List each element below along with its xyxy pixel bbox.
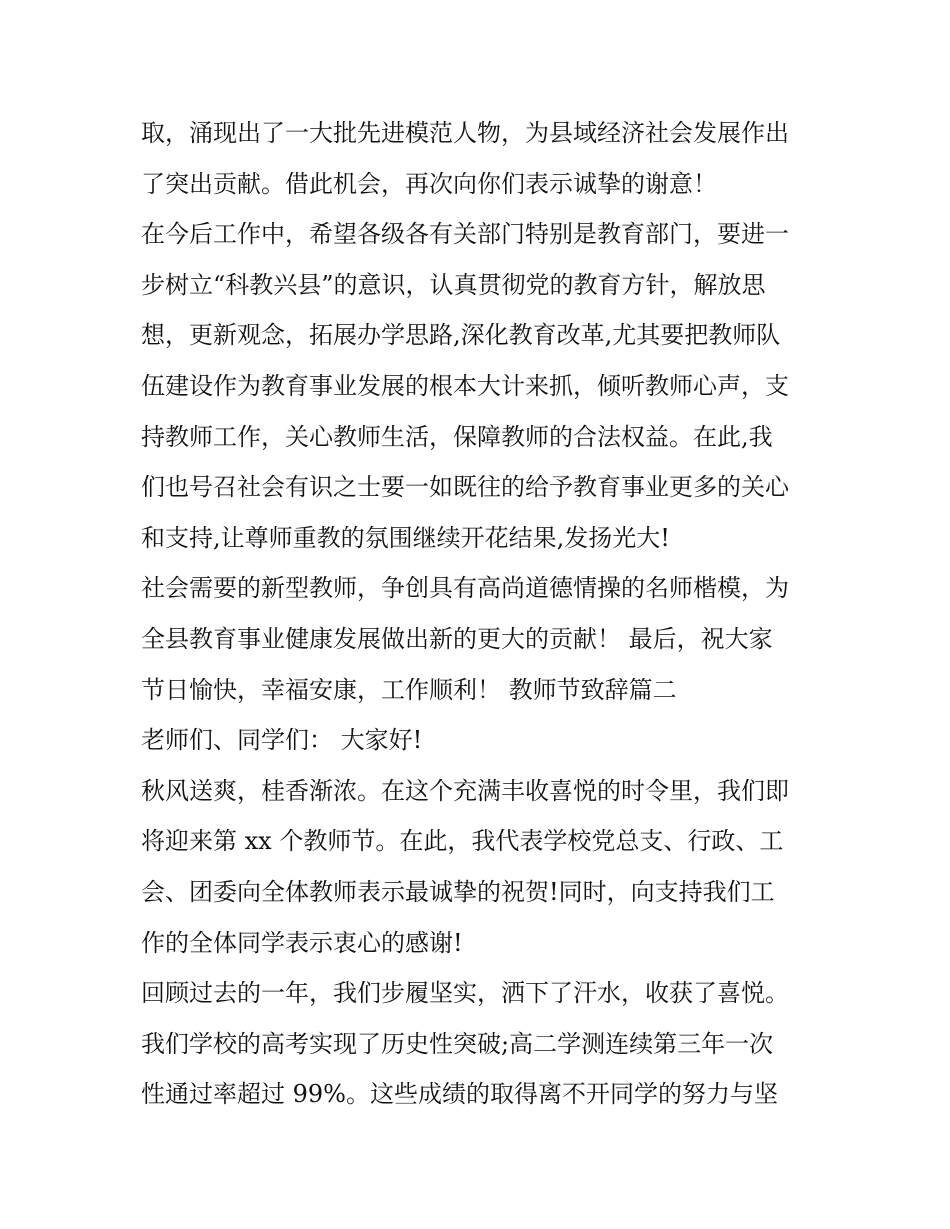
text-line: 性通过率超过 99%。这些成绩的取得离不开同学的努力与坚: [141, 1080, 778, 1109]
text-line: 回顾过去的一年，我们步履坚实，洒下了汗水，收获了喜悦。: [141, 979, 789, 1008]
text-line: 了突出贡献。借此机会，再次向你们表示诚挚的谢意！: [141, 169, 717, 198]
text-line: 在今后工作中，希望各级各有关部门特别是教育部门，要进一: [141, 220, 789, 249]
document-body: [141, 108, 821, 1120]
text-line: 想，更新观念，拓展办学思路,深化教育改革,尤其要把教师队: [141, 321, 781, 350]
text-line: 和支持,让尊师重教的氛围继续开花结果,发扬光大!: [141, 523, 670, 552]
text-line: 节日愉快，幸福安康，工作顺利！ 教师节致辞篇二: [141, 675, 677, 704]
text-line: 伍建设作为教育事业发展的根本大计来抓，倾听教师心声，支: [141, 371, 789, 400]
text-line: 秋风送爽，桂香渐浓。在这个充满丰收喜悦的时令里，我们即: [141, 776, 789, 805]
text-line: 会、团委向全体教师表示最诚挚的祝贺!同时，向支持我们工: [141, 877, 775, 906]
text-line: 社会需要的新型教师，争创具有高尚道德情操的名师楷模，为: [141, 574, 789, 603]
text-line: 全县教育事业健康发展做出新的更大的贡献！ 最后，祝大家: [141, 624, 773, 653]
text-line: 们也号召社会有识之士要一如既往的给予教育事业更多的关心: [141, 473, 789, 502]
text-line: 老师们、同学们： 大家好!: [141, 726, 423, 755]
text-line: 持教师工作，关心教师生活，保障教师的合法权益。在此,我: [141, 422, 773, 451]
text-line: 作的全体同学表示衷心的感谢!: [141, 928, 463, 957]
text-line: 取，涌现出了一大批先进模范人物，为县域经济社会发展作出: [141, 119, 789, 147]
text-line: 我们学校的高考实现了历史性突破;高二学测连续第三年一次: [141, 1029, 774, 1058]
text-line: 将迎来第 xx 个教师节。在此，我代表学校党总支、行政、工: [141, 827, 784, 856]
text-line: 步树立“科教兴县”的意识，认真贯彻党的教育方针，解放思: [141, 270, 766, 299]
